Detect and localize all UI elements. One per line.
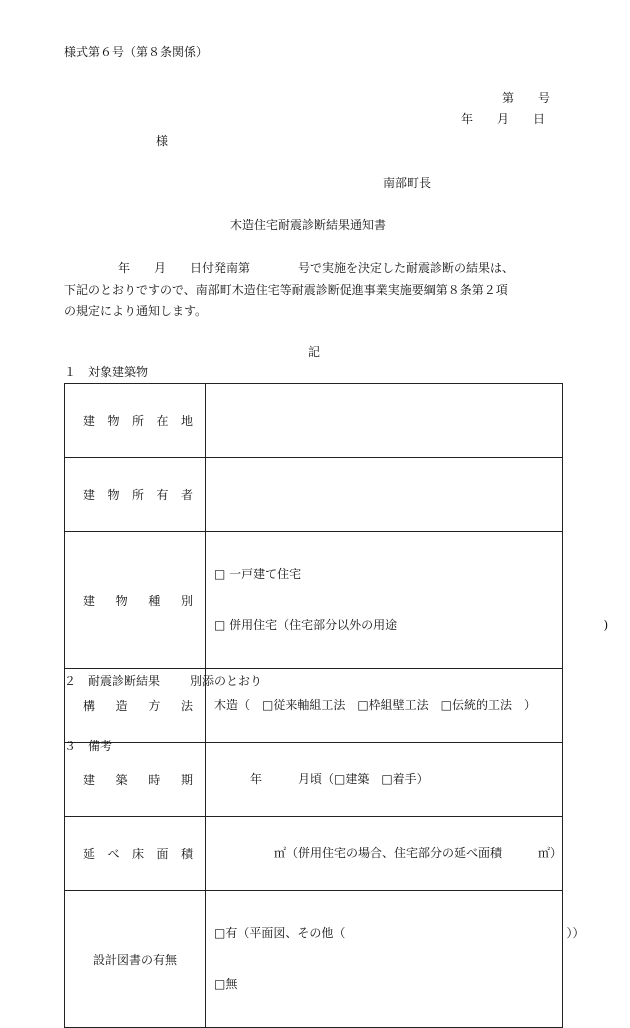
section-2-heading: ２ 耐震診断結果	[64, 674, 161, 688]
section-2-value: 別添のとおり	[190, 674, 263, 688]
body-line-3: の規定により通知します。	[64, 304, 208, 318]
document-title: 木造住宅耐震診断結果通知書	[230, 218, 387, 232]
label-type	[65, 532, 206, 669]
value-construction-period[interactable]: 年 月頃（□建築 □着手）	[206, 743, 563, 817]
document-number: 第 号	[502, 91, 551, 105]
label-char: 期	[180, 773, 193, 787]
label-char: べ	[107, 847, 120, 861]
label-char: 建	[83, 593, 96, 608]
label-text: 設計図書の有無	[92, 952, 177, 967]
type-option-mixed-close: )	[603, 618, 609, 632]
design-docs-yes-option[interactable]: □有（平面図、その他（	[214, 926, 346, 940]
table-row-design-documents	[65, 891, 563, 1028]
label-construction-period	[65, 743, 206, 817]
table-row-owner	[65, 458, 563, 532]
body-line-2: 下記のとおりですので、南部町木造住宅等耐震診断促進事業実施要綱第８条第２項	[64, 283, 508, 297]
label-owner	[65, 458, 206, 532]
table-row-floor-area	[65, 817, 563, 891]
design-docs-yes-row	[214, 925, 585, 942]
issue-date: 年 月 日	[461, 112, 546, 126]
label-char: 築	[115, 773, 128, 787]
design-docs-no-option[interactable]: □無	[214, 977, 238, 991]
value-structure[interactable]: 木造（ □従来軸組工法 □枠組壁工法 □伝統的工法 ）	[206, 669, 563, 743]
table-row-construction-period	[65, 743, 563, 817]
label-floor-area	[65, 817, 206, 891]
label-location	[65, 384, 206, 458]
section-3-heading: ３ 備考	[64, 739, 113, 753]
value-type[interactable]	[206, 532, 609, 669]
ki-label: 記	[308, 345, 321, 359]
label-char: 時	[148, 773, 161, 787]
table-row-type	[65, 532, 563, 669]
label-char: 法	[180, 699, 193, 713]
label-char: 物	[115, 593, 128, 608]
label-char: 所	[131, 488, 144, 502]
label-char: 建	[83, 414, 96, 428]
label-char: 物	[107, 414, 120, 428]
addressee-suffix: 様	[156, 134, 169, 148]
label-char: 方	[148, 699, 161, 713]
label-char: 建	[83, 773, 96, 787]
body-line-1: 年 月 日付発南第 号で実施を決定した耐震診断の結果は、	[118, 261, 515, 275]
type-option-mixed[interactable]: □ 併用住宅（住宅部分以外の用途	[214, 618, 398, 632]
label-char: 者	[180, 488, 193, 502]
label-char: 所	[131, 414, 144, 428]
type-option-detached[interactable]: □ 一戸建て住宅	[214, 567, 302, 581]
value-floor-area[interactable]: ㎡（併用住宅の場合、住宅部分の延べ面積 ㎡）	[206, 817, 563, 891]
label-char: 積	[180, 847, 193, 861]
value-owner[interactable]	[206, 458, 563, 532]
label-char: 造	[115, 699, 128, 713]
target-building-table	[64, 383, 609, 1028]
design-docs-yes-close: ））	[566, 926, 585, 940]
form-number: 様式第６号（第８条関係）	[64, 45, 209, 59]
value-location[interactable]	[206, 384, 563, 458]
label-char: 延	[83, 847, 96, 861]
value-design-documents[interactable]	[206, 891, 585, 1028]
label-char: 在	[156, 414, 169, 428]
label-char: 別	[180, 593, 193, 608]
label-char: 面	[156, 847, 169, 861]
issuer-name: 南部町長	[383, 176, 432, 190]
label-char: 床	[131, 847, 144, 861]
type-option-mixed-row	[214, 617, 609, 634]
section-1-heading: １ 対象建築物	[64, 365, 149, 379]
table-row-location	[65, 384, 563, 458]
label-char: 構	[83, 699, 96, 713]
label-design-documents	[65, 891, 206, 1028]
label-char: 物	[107, 488, 120, 502]
label-char: 有	[156, 488, 169, 502]
label-char: 種	[148, 593, 161, 608]
label-char: 建	[83, 488, 96, 502]
label-char: 地	[180, 414, 193, 428]
